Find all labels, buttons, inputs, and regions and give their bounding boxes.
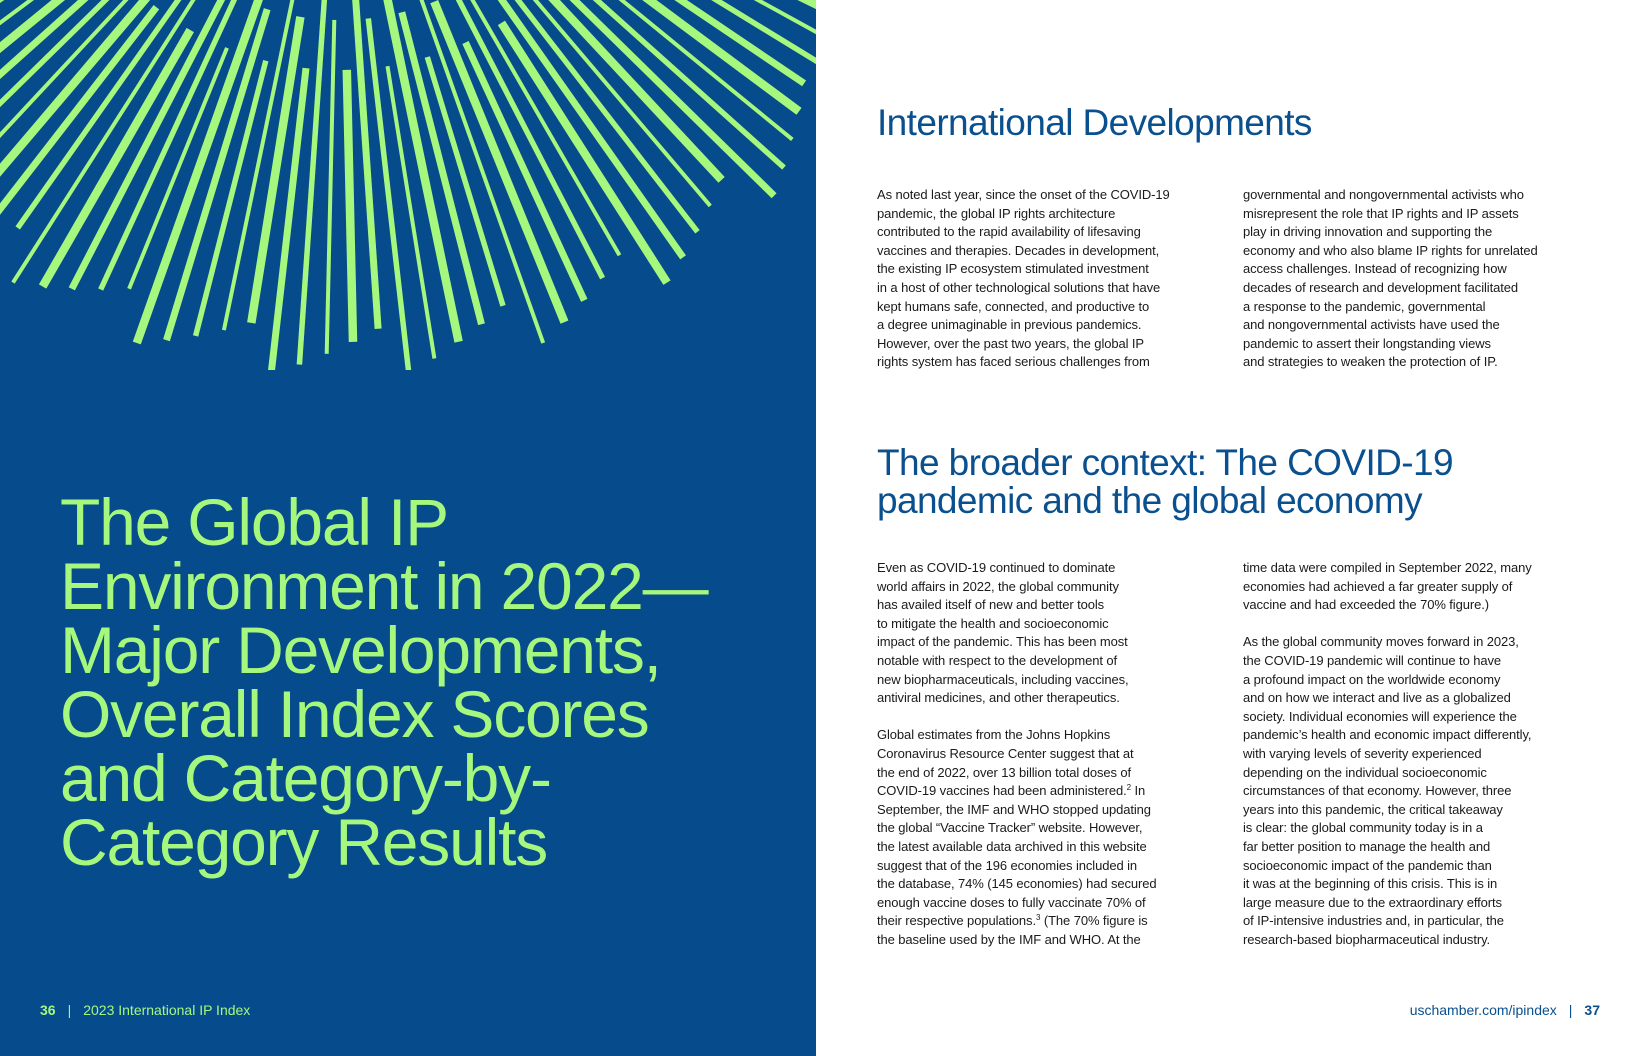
text-line: circumstances of that economy. However, three bbox=[1243, 783, 1512, 799]
text-line: large measure due to the extraordinary efforts bbox=[1243, 894, 1502, 910]
text-line: rights system has faced serious challenges from bbox=[877, 354, 1150, 370]
text-line: Coronavirus Resource Center suggest that at bbox=[877, 745, 1134, 761]
text-line: a degree unimaginable in previous pandemics. bbox=[877, 317, 1142, 333]
text-line: world affairs in 2022, the global community bbox=[877, 578, 1119, 594]
text-fragment: In bbox=[1131, 783, 1146, 799]
text-line: kept humans safe, connected, and productive to bbox=[877, 298, 1150, 314]
chapter-title-line: Category Results bbox=[60, 805, 548, 879]
text-line: Even as COVID-19 continued to dominate bbox=[877, 560, 1116, 575]
text-line: enough vaccine doses to fully vaccinate 70% of bbox=[877, 894, 1146, 910]
footnote-ref: 2 bbox=[1126, 783, 1131, 793]
text-line: pandemic to assert their longstanding views bbox=[1243, 335, 1491, 351]
publication-name: 2023 International IP Index bbox=[83, 1002, 251, 1018]
text-line: with varying levels of severity experienced bbox=[1243, 745, 1482, 761]
text-line: a profound impact on the worldwide economy bbox=[1243, 671, 1501, 687]
section2-column1 bbox=[877, 559, 1217, 949]
text-line: far better position to manage the health and bbox=[1243, 838, 1491, 854]
text-line: notable with respect to the development of bbox=[877, 652, 1118, 668]
paragraph bbox=[1243, 633, 1583, 949]
heading-line: International Developments bbox=[877, 102, 1312, 143]
text-line: antiviral medicines, and other therapeutics. bbox=[877, 690, 1120, 706]
text-line: the COVID-19 pandemic will continue to have bbox=[1243, 652, 1502, 668]
footer-separator: | bbox=[1568, 1002, 1573, 1018]
text-line: contributed to the rapid availability of lifesaving bbox=[877, 224, 1141, 240]
text-line: misrepresent the role that IP rights and IP assets bbox=[1243, 205, 1519, 221]
section2-column2 bbox=[1243, 559, 1583, 949]
paragraph bbox=[877, 559, 1217, 708]
text-line: a response to the pandemic, governmental bbox=[1243, 298, 1486, 314]
heading-line: pandemic and the global economy bbox=[877, 480, 1422, 521]
section1-column1 bbox=[877, 186, 1217, 372]
text-line bbox=[877, 782, 1217, 801]
text-line: the baseline used by the IMF and WHO. At the bbox=[877, 931, 1141, 947]
website-url[interactable]: uschamber.com/ipindex bbox=[1409, 1002, 1557, 1018]
chapter-title-line: Overall Index Scores bbox=[60, 677, 649, 751]
text-line: research-based biopharmaceutical industry. bbox=[1243, 931, 1491, 947]
text-line: economies had achieved a far greater supply of bbox=[1243, 578, 1513, 594]
text-line: society. Individual economies will experience the bbox=[1243, 708, 1517, 724]
text-line: and on how we interact and live as a globalized bbox=[1243, 690, 1511, 706]
text-line: decades of research and development facilitated bbox=[1243, 279, 1518, 295]
text-line: impact of the pandemic. This has been most bbox=[877, 634, 1128, 650]
text-fragment: (The 70% figure is bbox=[1040, 913, 1148, 929]
footer-left bbox=[40, 1000, 250, 1020]
text-line: vaccines and therapies. Decades in development, bbox=[877, 242, 1160, 258]
text-line: in a host of other technological solutions that have bbox=[877, 279, 1161, 295]
text-line: However, over the past two years, the global IP bbox=[877, 335, 1144, 351]
text-line: vaccine and had exceeded the 70% figure.) bbox=[1243, 597, 1489, 613]
footer-separator: | bbox=[67, 1002, 72, 1018]
paragraph bbox=[877, 726, 1217, 949]
chapter-title-line: Major Developments, bbox=[60, 613, 661, 687]
sunburst-ray bbox=[327, 20, 335, 354]
section-heading-international bbox=[877, 104, 1312, 142]
chapter-title bbox=[60, 485, 800, 879]
footer-right bbox=[1410, 1000, 1600, 1020]
text-line: new biopharmaceuticals, including vaccines, bbox=[877, 671, 1129, 687]
right-page bbox=[816, 0, 1632, 1056]
sunburst-ray bbox=[0, 7, 156, 222]
text-line: of IP-intensive industries and, in particular, the bbox=[1243, 913, 1504, 929]
text-line bbox=[877, 912, 1217, 931]
text-line: time data were compiled in September 2022, many bbox=[1243, 560, 1532, 575]
text-line: As noted last year, since the onset of the COVID-19 bbox=[877, 187, 1170, 202]
text-line: and nongovernmental activists have used the bbox=[1243, 317, 1500, 333]
text-line: has availed itself of new and better tools bbox=[877, 597, 1105, 613]
text-line: play in driving innovation and supporting the bbox=[1243, 224, 1493, 240]
sunburst-ray bbox=[299, 0, 325, 365]
text-line: access challenges. Instead of recognizing how bbox=[1243, 261, 1507, 277]
text-line: it was at the beginning of this crisis. This is in bbox=[1243, 876, 1498, 892]
text-line: the latest available data archived in this website bbox=[877, 838, 1147, 854]
sunburst-ray bbox=[347, 70, 353, 342]
text-line: As the global community moves forward in 2023, bbox=[1243, 634, 1519, 650]
text-line: pandemic’s health and economic impact differently, bbox=[1243, 727, 1532, 743]
text-fragment: COVID-19 vaccines had been administered. bbox=[877, 783, 1127, 799]
text-line: socioeconomic impact of the pandemic than bbox=[1243, 857, 1492, 873]
text-line: pandemic, the global IP rights architecture bbox=[877, 205, 1116, 221]
text-line: suggest that of the 196 economies included in bbox=[877, 857, 1138, 873]
sunburst-ray bbox=[167, 9, 268, 340]
page-number: 37 bbox=[1584, 1002, 1600, 1018]
text-fragment: their respective populations. bbox=[877, 913, 1036, 929]
text-line: the existing IP ecosystem stimulated investment bbox=[877, 261, 1149, 277]
footnote-ref: 3 bbox=[1035, 913, 1041, 923]
text-line: governmental and nongovernmental activists who bbox=[1243, 187, 1524, 202]
text-line: Global estimates from the Johns Hopkins bbox=[877, 727, 1111, 743]
chapter-title-line: Environment in 2022— bbox=[60, 549, 708, 623]
page-number: 36 bbox=[40, 1002, 56, 1018]
heading-line: The broader context: The COVID-19 bbox=[877, 442, 1453, 483]
chapter-title-line: The Global IP bbox=[60, 485, 448, 559]
text-line: the end of 2022, over 13 billion total doses of bbox=[877, 764, 1132, 780]
text-line: is clear: the global community today is in a bbox=[1243, 820, 1483, 836]
chapter-title-line: and Category-by- bbox=[60, 741, 551, 815]
sunburst-graphic bbox=[0, 0, 816, 370]
text-line: and strategies to weaken the protection of IP. bbox=[1243, 354, 1498, 370]
text-line: economy and who also blame IP rights for unrelated bbox=[1243, 242, 1538, 258]
text-line: to mitigate the health and socioeconomic bbox=[877, 615, 1109, 631]
sunburst-ray bbox=[383, 0, 459, 342]
section-heading-broader-context bbox=[877, 444, 1453, 520]
text-line: September, the IMF and WHO stopped updating bbox=[877, 801, 1151, 817]
text-line: years into this pandemic, the critical takeaway bbox=[1243, 801, 1503, 817]
paragraph bbox=[1243, 559, 1583, 615]
text-line: depending on the individual socioeconomic bbox=[1243, 764, 1487, 780]
text-line: the database, 74% (145 economies) had secured bbox=[877, 876, 1157, 892]
section1-column2 bbox=[1243, 186, 1583, 372]
text-line: the global “Vaccine Tracker” website. However, bbox=[877, 820, 1143, 836]
